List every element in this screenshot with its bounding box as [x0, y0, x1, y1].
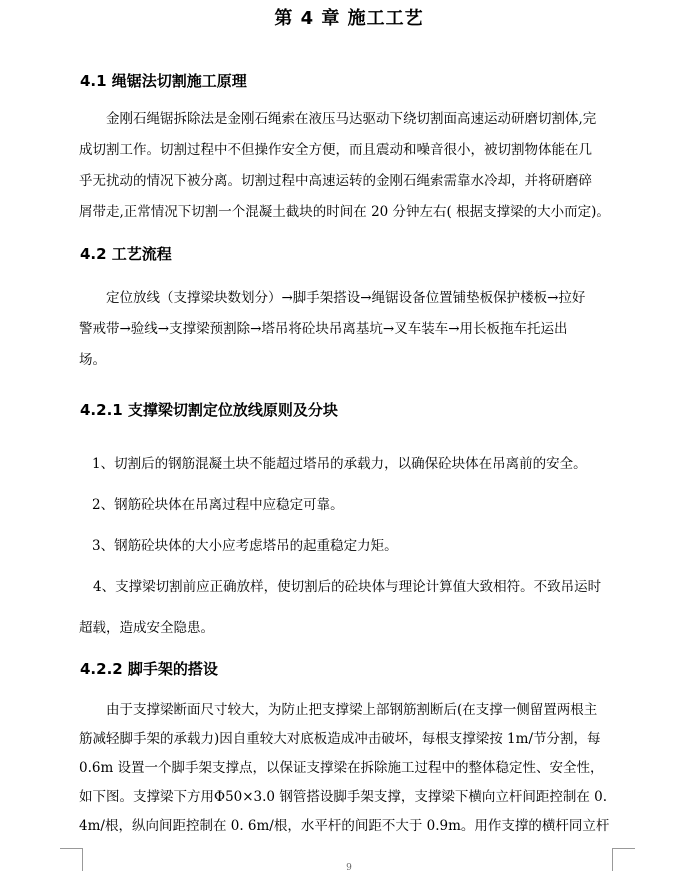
list-item: 2、钢筋砼块体在吊离过程中应稳定可靠。	[92, 497, 344, 513]
paragraph-line: 金刚石绳锯拆除法是金刚石绳索在液压马达驱动下绕切割面高速运动研磨切割体,完	[106, 111, 597, 127]
list-item: 4、支撑梁切割前应正确放样，使切割后的砼块体与理论计算值大致相符。不致吊运时	[93, 579, 602, 595]
paragraph-line: 0.6m 设置一个脚手架支撑点，以保证支撑梁在拆除施工过程中的整体稳定性、安全性，	[79, 760, 604, 776]
paragraph-line: 场。	[79, 352, 106, 368]
section-heading-4-2-1: 4.2.1 支撑梁切割定位放线原则及分块	[80, 401, 338, 419]
page-number: 9	[346, 863, 352, 873]
paragraph-4-1	[79, 110, 634, 220]
paragraph-line: 4m/根，纵向间距控制在 0. 6m/根，水平杆的间距不大于 0.9m。用作支撑的横杆同立杆	[79, 818, 610, 834]
paragraph-line: 成切割工作。切割过程中不但操作安全方便，而且震动和噪音很小，被切割物体能在几	[79, 142, 592, 158]
paragraph-line: 屑带走,正常情况下切割一个混凝土截块的时间在 20 分钟左右( 根据支撑梁的大小而定)。	[79, 204, 610, 220]
paragraph-line: 乎无扰动的情况下被分离。切割过程中高速运转的金刚石绳索需靠水冷却，并将研磨碎	[79, 173, 592, 189]
chapter-title: 第 4 章 施工工艺	[274, 8, 424, 29]
paragraph-line: 筋减轻脚手架的承载力)因自重较大对底板造成冲击破坏，每根支撑梁按 1m/节分割，每	[79, 731, 601, 747]
section-heading-4-1: 4.1 绳锯法切割施工原理	[80, 72, 247, 90]
paragraph-line: 如下图。支撑梁下方用Φ50×3.0 钢管搭设脚手架支撑，支撑梁下横向立杆间距控制在 0.	[79, 789, 607, 805]
paragraph-line: 由于支撑梁断面尺寸较大，为防止把支撑梁上部钢筋割断后(在支撑一侧留置两根主	[106, 702, 598, 718]
list-item: 3、钢筋砼块体的大小应考虑塔吊的起重稳定力矩。	[92, 538, 398, 554]
list-item-continuation: 超载，造成安全隐患。	[79, 620, 214, 636]
section-heading-4-2: 4.2 工艺流程	[80, 245, 172, 263]
section-heading-4-2-2: 4.2.2 脚手架的搭设	[80, 660, 218, 678]
paragraph-line: 警戒带→验线→支撑梁预割除→塔吊将砼块吊离基坑→叉车装车→用长板拖车托运出	[79, 321, 568, 337]
paragraph-line: 定位放线（支撑梁块数划分）→脚手架搭设→绳锯设备位置铺垫板保护楼板→拉好	[106, 290, 586, 306]
paragraph-4-2	[79, 289, 634, 369]
paragraph-4-2-2	[79, 701, 634, 841]
list-item: 1、切割后的钢筋混凝土块不能超过塔吊的承载力，以确保砼块体在吊离前的安全。	[92, 456, 587, 472]
